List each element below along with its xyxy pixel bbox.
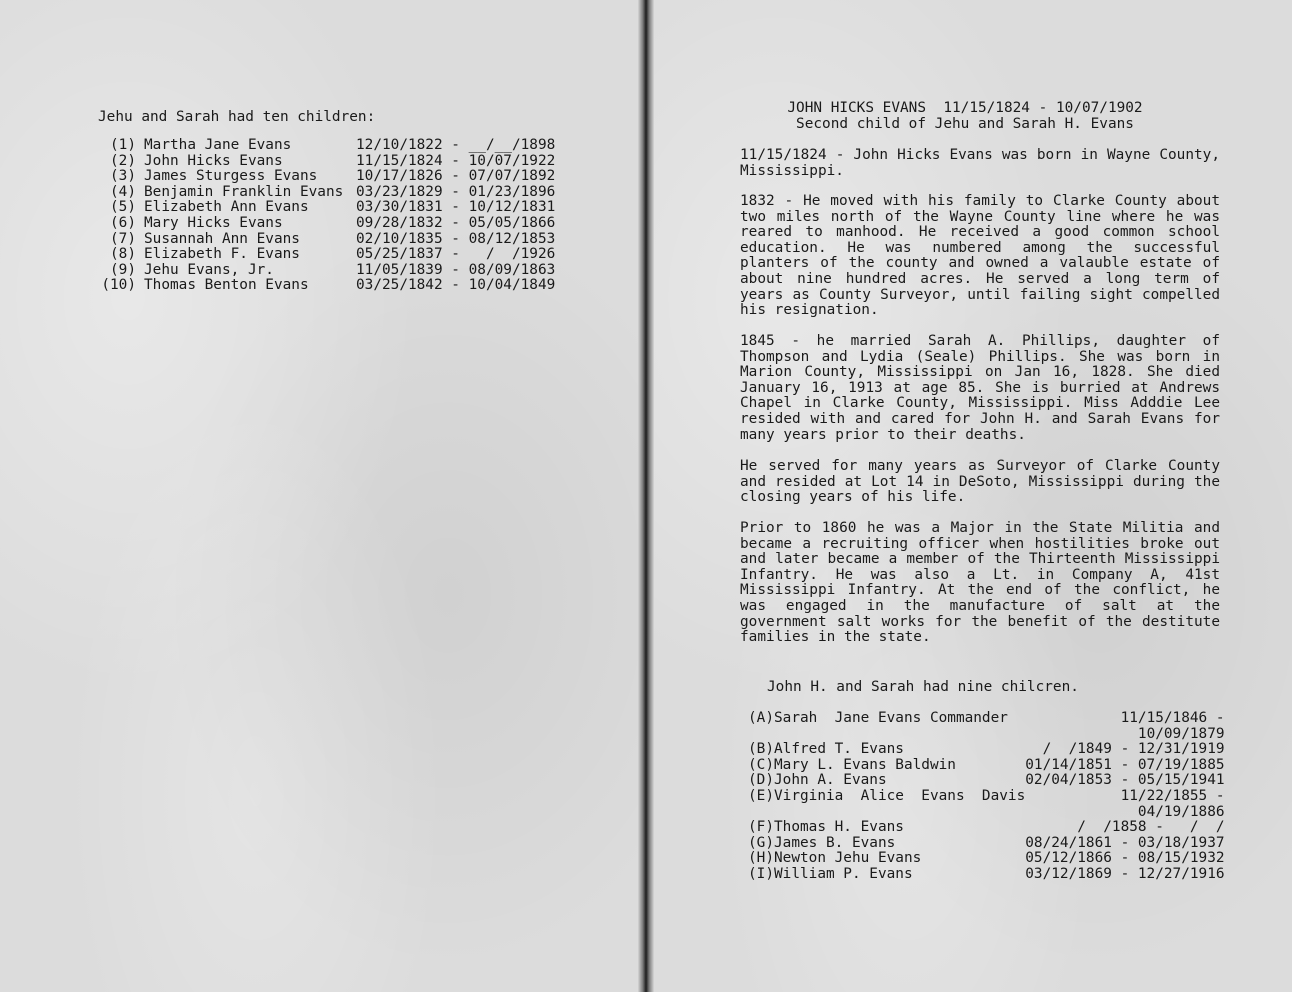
child-name: Mary Hicks Evans	[144, 214, 283, 231]
table-row-continuation	[748, 727, 1225, 743]
child-dates: 10/17/1826 - 07/07/1892	[356, 168, 556, 185]
child-dates: 02/10/1835 - 08/12/1853	[356, 230, 556, 247]
child-dates: / /1849 - 12/31/1919	[1042, 741, 1225, 758]
child-number: (6)	[110, 214, 136, 231]
child-death-date: 10/09/1879	[1137, 725, 1225, 742]
child-name: John Hicks Evans	[144, 152, 283, 169]
child-dates: 11/15/1846 -	[1120, 710, 1225, 726]
child-letter: (C)	[748, 756, 774, 773]
child-dates: 11/15/1824 - 10/07/1922	[356, 152, 556, 169]
child-letter: (A)	[748, 710, 774, 726]
table-row	[748, 789, 1225, 805]
child-letter: (D)	[748, 772, 774, 789]
child-number: (5)	[110, 199, 136, 216]
child-name: Benjamin Franklin Evans	[144, 183, 344, 200]
table-row	[748, 851, 1225, 867]
child-number: (4)	[110, 183, 136, 200]
child-dates: 05/12/1866 - 08/15/1932	[1025, 850, 1225, 867]
child-dates: 11/05/1839 - 08/09/1863	[356, 261, 556, 278]
table-row-continuation	[748, 805, 1225, 821]
child-dates: 08/24/1861 - 03/18/1937	[1025, 834, 1225, 851]
paragraph-birth: 11/15/1824 - John Hicks Evans was born in Wayne County, Mississippi.	[740, 147, 1220, 179]
child-name: Sarah Jane Evans Commander	[774, 710, 1008, 726]
child-dates: 03/30/1831 - 10/12/1831	[356, 199, 556, 216]
table-row	[748, 758, 1225, 774]
child-dates: 05/25/1837 - / /1926	[356, 246, 556, 263]
child-number: (2)	[110, 152, 136, 169]
child-name: Martha Jane Evans	[144, 137, 292, 153]
child-letter: (H)	[748, 850, 774, 867]
blank-cell	[774, 805, 1025, 821]
table-row	[98, 247, 555, 263]
page-title: JOHN HICKS EVANS 11/15/1824 - 10/07/1902	[787, 100, 1143, 116]
child-number: (1)	[110, 137, 136, 153]
child-letter: (I)	[748, 865, 774, 882]
child-name: Mary L. Evans Baldwin	[774, 756, 956, 773]
paragraph-1832: 1832 - He moved with his family to Clarke County about two miles north of the Wayne County line where he was reared to manhood. He received a good common school education. He was numbered among the successful planters of the county and owned a valauble estate of about nine hundred acres. He served a long term of years as County Surveyor, until failing sight compelled his resignation.	[740, 193, 1220, 319]
child-name: James B. Evans	[774, 834, 896, 851]
child-name: William P. Evans	[774, 865, 913, 882]
child-name: Jehu Evans, Jr.	[144, 261, 274, 278]
nine-children-intro: John H. and Sarah had nine chilcren.	[767, 679, 1079, 695]
child-dates: 12/10/1822 - __/__/1898	[356, 137, 556, 153]
child-number: (10)	[101, 277, 136, 294]
child-dates: 03/12/1869 - 12/27/1916	[1025, 865, 1225, 882]
blank-cell	[748, 727, 774, 743]
paragraph-military: Prior to 1860 he was a Major in the State Militia and became a recruiting officer when hostilities broke out and later became a member of the Thirteenth Mississippi Infantry. He was also a Lt. in Company A, 41st Mississippi Infantry. At the end of the conflict, he was engaged in the manufacture of salt at the government salt works for the benefit of the destitute families in the state.	[740, 520, 1220, 646]
table-row	[748, 867, 1225, 883]
child-dates: 01/14/1851 - 07/19/1885	[1025, 756, 1225, 773]
child-name: Susannah Ann Evans	[144, 230, 300, 247]
child-name: Virginia Alice Evans Davis	[774, 787, 1026, 804]
child-death-date: 04/19/1886	[1137, 803, 1225, 820]
table-row	[98, 200, 555, 216]
child-name: Thomas Benton Evans	[144, 277, 309, 294]
child-dates: 03/25/1842 - 10/04/1849	[356, 277, 556, 294]
child-number: (7)	[110, 230, 136, 247]
child-name: James Sturgess Evans	[144, 168, 318, 185]
table-row	[98, 138, 555, 154]
page-subtitle: Second child of Jehu and Sarah H. Evans	[796, 116, 1134, 132]
child-name: Newton Jehu Evans	[774, 850, 922, 867]
child-dates: 11/22/1855 -	[1120, 787, 1225, 804]
blank-cell	[748, 805, 774, 821]
table-row	[748, 773, 1225, 789]
children-intro: Jehu and Sarah had ten children:	[98, 109, 376, 125]
child-number: (3)	[110, 168, 136, 185]
child-number: (9)	[110, 261, 136, 278]
table-row	[98, 278, 555, 294]
child-letter: (F)	[748, 819, 774, 836]
child-dates: 02/04/1853 - 05/15/1941	[1025, 772, 1225, 789]
child-letter: (E)	[748, 787, 774, 804]
children-list	[98, 138, 555, 294]
child-name: Elizabeth Ann Evans	[144, 199, 309, 216]
child-letter: (G)	[748, 834, 774, 851]
paragraph-1845: 1845 - he married Sarah A. Phillips, daughter of Thompson and Lydia (Seale) Phillips. She was born in Marion County, Mississippi on Jan 16, 1828. She died January 16, 1913 at age 85. She is burried at Andrews Chapel in Clarke County, Mississippi. Miss Adddie Lee resided with and cared for John H. and Sarah Evans for many years prior to their deaths.	[740, 333, 1220, 443]
table-row	[98, 263, 555, 279]
child-number: (8)	[110, 246, 136, 263]
table-row	[748, 820, 1225, 836]
table-row	[98, 154, 555, 170]
nine-children-list	[748, 711, 1225, 883]
child-name: Thomas H. Evans	[774, 819, 904, 836]
table-row	[98, 169, 555, 185]
table-row	[98, 232, 555, 248]
table-row	[98, 216, 555, 232]
blank-cell	[774, 727, 1025, 743]
book-gutter	[638, 0, 654, 992]
table-row	[748, 836, 1225, 852]
paragraph-surveyor: He served for many years as Surveyor of Clarke County and resided at Lot 14 in DeSoto, Mississippi during the closing years of his life.	[740, 458, 1220, 506]
table-row	[748, 742, 1225, 758]
child-letter: (B)	[748, 741, 774, 758]
child-name: Elizabeth F. Evans	[144, 246, 300, 263]
child-dates: / /1858 - / /	[1077, 819, 1225, 836]
child-name: John A. Evans	[774, 772, 887, 789]
child-dates: 09/28/1832 - 05/05/1866	[356, 214, 556, 231]
child-name: Alfred T. Evans	[774, 741, 904, 758]
table-row	[748, 711, 1225, 727]
table-row	[98, 185, 555, 201]
child-dates: 03/23/1829 - 01/23/1896	[356, 183, 556, 200]
